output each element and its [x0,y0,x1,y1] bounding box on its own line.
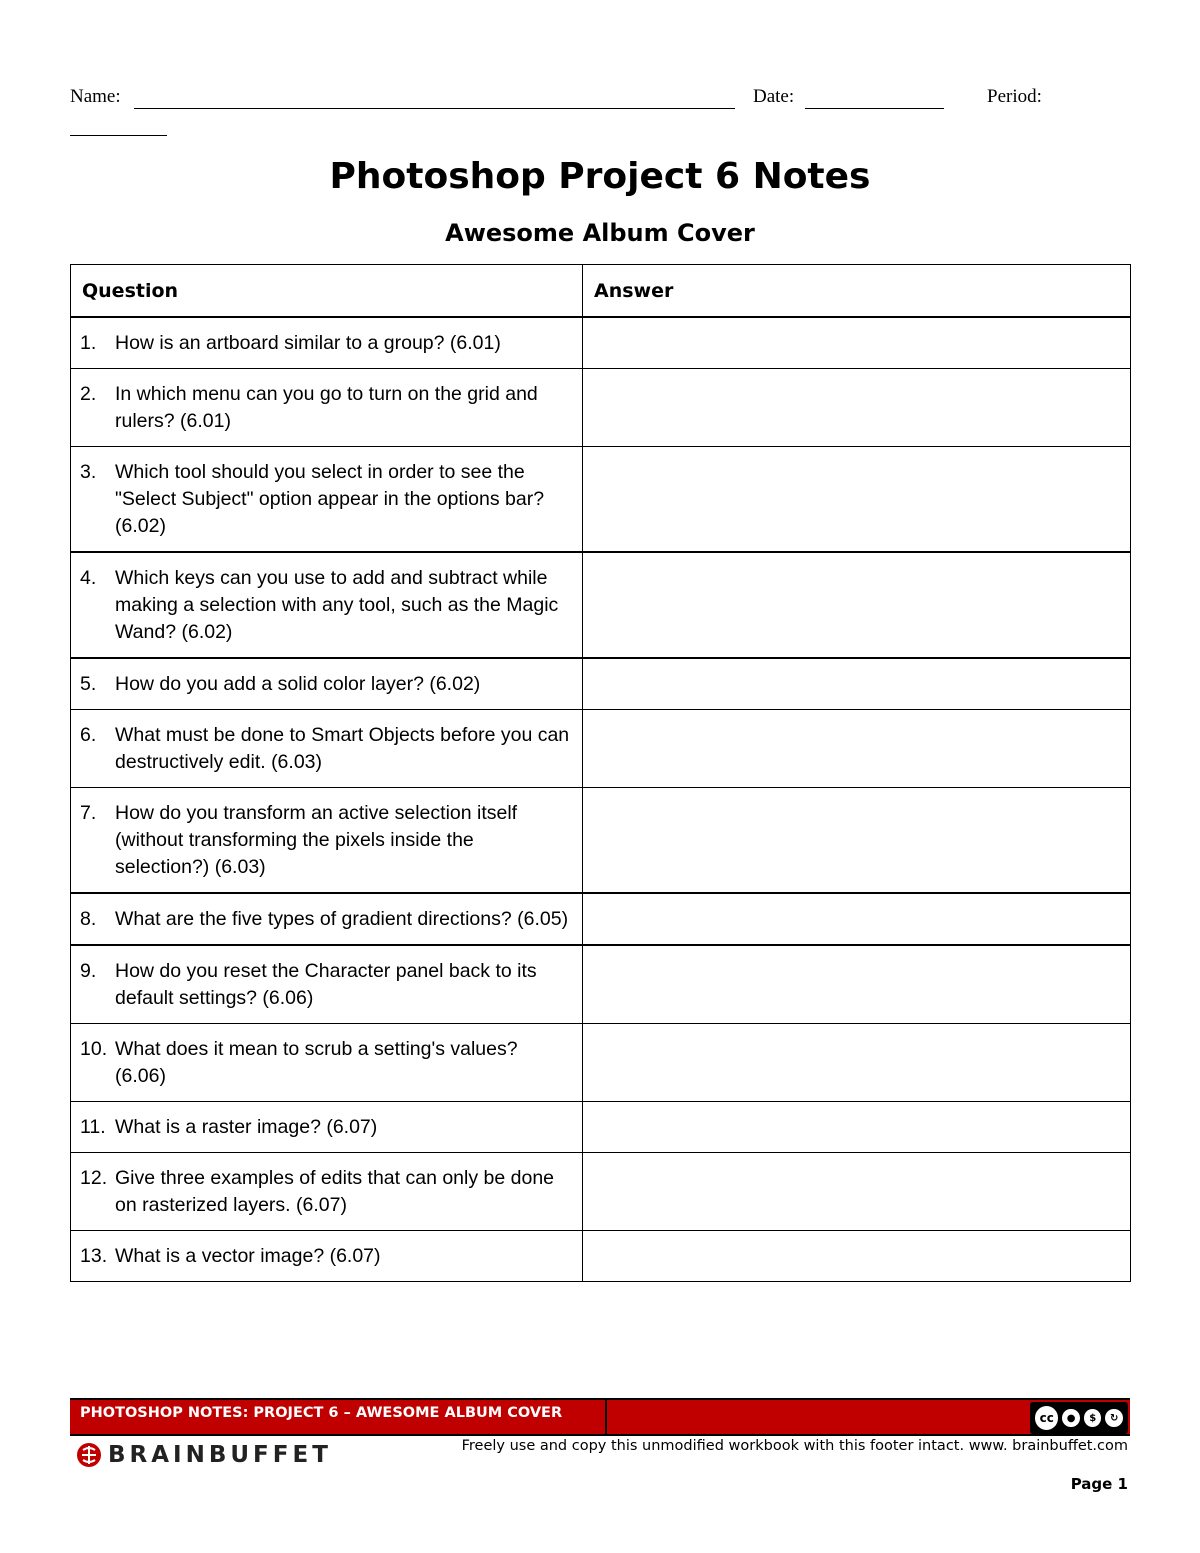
answer-cell[interactable] [583,788,1131,894]
page-number: Page 1 [1070,1475,1128,1493]
question-cell [71,369,583,447]
footer-note: Freely use and copy this unmodified workbook with this footer intact. www. brainbuffet.com [461,1438,1128,1454]
question-text: What is a raster image? (6.07) [115,1116,378,1138]
name-field[interactable] [134,86,735,109]
question-text: Which keys can you use to add and subtract while making a selection with any tool, such as the Magic Wand? (6.02) [115,567,559,643]
creative-commons-license-icon [1030,1402,1128,1434]
footer-divider [605,1400,607,1434]
noncommercial-icon: $ [1082,1407,1104,1429]
attribution-icon: ● [1060,1407,1082,1429]
answer-cell[interactable] [583,1153,1131,1231]
question-column-header: Question [71,265,583,318]
question-text: What is a vector image? (6.07) [115,1245,381,1267]
question-text: Give three examples of edits that can only be done on rasterized layers. (6.07) [115,1167,555,1216]
answer-cell[interactable] [583,552,1131,658]
table-row [71,552,1131,658]
answer-cell[interactable] [583,1102,1131,1153]
question-cell [71,1153,583,1231]
table-row [71,710,1131,788]
question-cell [71,317,583,369]
answer-cell[interactable] [583,945,1131,1024]
notes-table [70,264,1131,1282]
period-label: Period: [987,86,1042,107]
answer-column-header: Answer [583,265,1131,318]
question-cell [71,447,583,553]
page-title: Photoshop Project 6 Notes [329,156,871,197]
question-text: How do you reset the Character panel back to its default settings? (6.06) [115,960,537,1009]
question-text: How is an artboard similar to a group? (6.01) [115,332,501,354]
answer-cell[interactable] [583,1024,1131,1102]
question-number: 6. [80,724,97,746]
question-text: What are the five types of gradient directions? (6.05) [115,908,569,930]
question-cell [71,788,583,894]
answer-cell[interactable] [583,710,1131,788]
question-cell [71,1102,583,1153]
question-number: 7. [80,802,97,824]
question-cell [71,1024,583,1102]
answer-cell[interactable] [583,317,1131,369]
question-number: 4. [80,567,97,589]
question-cell [71,552,583,658]
brand-name: BRAINBUFFET [108,1442,332,1468]
question-text: How do you add a solid color layer? (6.02) [115,673,481,695]
table-row [71,1102,1131,1153]
brain-logo-icon [76,1442,102,1468]
period-field[interactable] [70,113,167,136]
table-header-row [71,265,1131,318]
question-cell [71,658,583,710]
answer-cell[interactable] [583,447,1131,553]
question-cell [71,1231,583,1282]
table-row [71,788,1131,894]
table-row [71,658,1131,710]
question-number: 10. [80,1038,108,1060]
question-text: What does it mean to scrub a setting's values? (6.06) [115,1038,518,1087]
question-number: 12. [80,1167,108,1189]
question-text: Which tool should you select in order to see the "Select Subject" option appear in the options bar? (6.02) [115,461,545,537]
table-row [71,945,1131,1024]
question-cell [71,893,583,945]
table-row [71,1024,1131,1102]
table-row [71,447,1131,553]
question-number: 11. [80,1116,106,1138]
footer-bar [70,1398,1130,1436]
date-label: Date: [753,86,795,107]
page-subtitle: Awesome Album Cover [445,219,755,247]
question-number: 1. [80,332,97,354]
date-field[interactable] [805,86,944,109]
name-label: Name: [70,86,121,107]
question-number: 13. [80,1245,108,1267]
table-row [71,1231,1131,1282]
question-cell [71,710,583,788]
brainbuffet-logo [76,1442,332,1468]
cc-icon: cc [1033,1404,1060,1432]
table-row [71,1153,1131,1231]
question-text: What must be done to Smart Objects before you can destructively edit. (6.03) [115,724,570,773]
table-row [71,369,1131,447]
table-row [71,317,1131,369]
question-number: 5. [80,673,97,695]
table-row [71,893,1131,945]
question-number: 3. [80,461,97,483]
question-number: 8. [80,908,97,930]
answer-cell[interactable] [583,1231,1131,1282]
answer-cell[interactable] [583,369,1131,447]
question-cell [71,945,583,1024]
footer-title: PHOTOSHOP NOTES: PROJECT 6 – AWESOME ALBUM COVER [80,1405,563,1421]
question-number: 2. [80,383,97,405]
sharealike-icon: ↻ [1103,1407,1125,1429]
answer-cell[interactable] [583,893,1131,945]
question-number: 9. [80,960,97,982]
question-text: In which menu can you go to turn on the grid and rulers? (6.01) [115,383,538,432]
answer-cell[interactable] [583,658,1131,710]
question-text: How do you transform an active selection itself (without transforming the pixels inside the selection?) (6.03) [115,802,518,878]
